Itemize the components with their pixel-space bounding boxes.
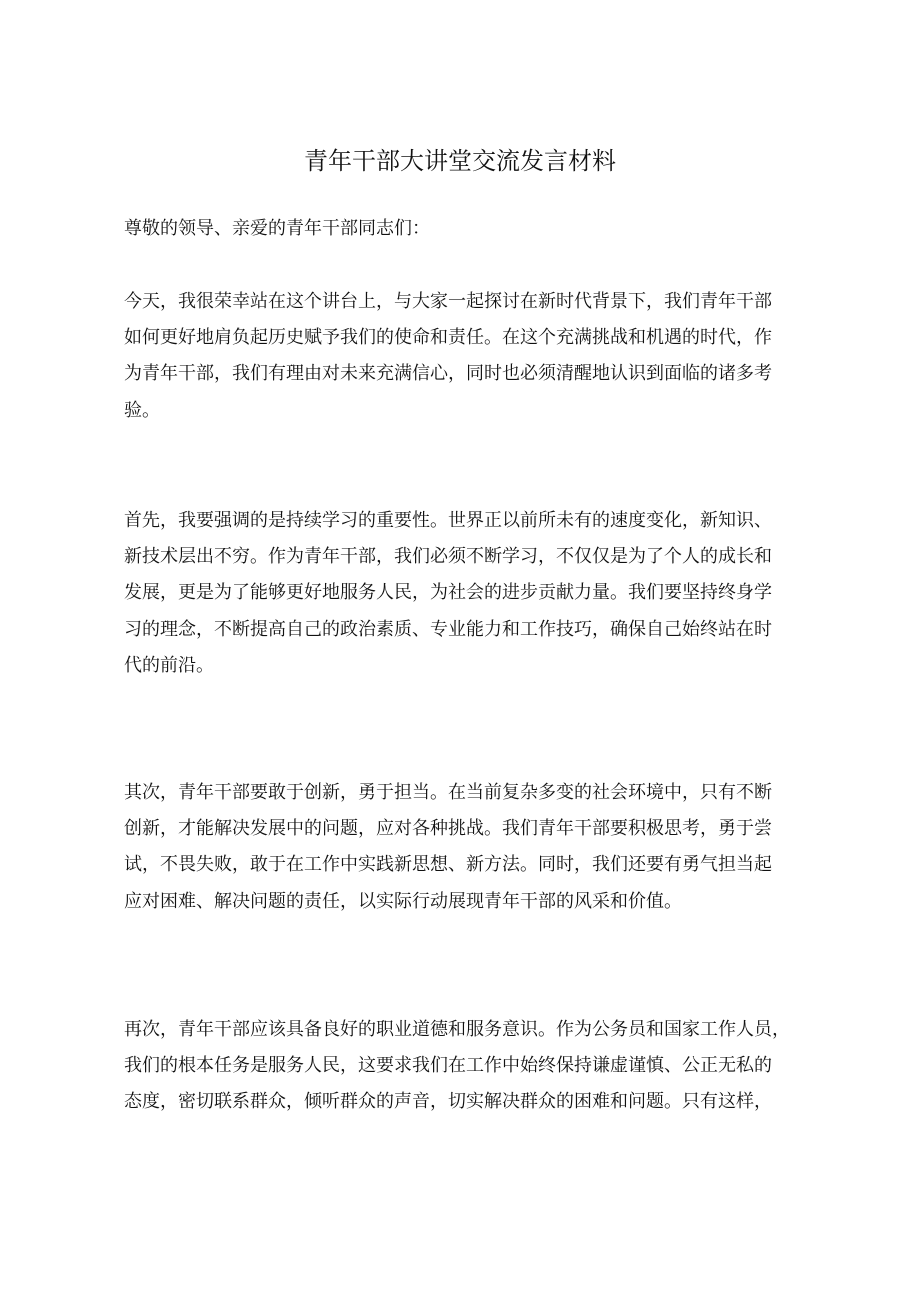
- paragraph-line: 代的前沿。: [124, 654, 214, 676]
- paragraph-ethics: [124, 1012, 800, 1121]
- paragraph-line: 新技术层出不穷。作为青年干部，我们必须不断学习，不仅仅是为了个人的成长和: [124, 546, 772, 568]
- paragraph-line: 首先，我要强调的是持续学习的重要性。世界正以前所未有的速度变化，新知识、: [124, 510, 772, 531]
- salutation: [124, 211, 800, 247]
- paragraph-line: 如何更好地肩负起历史赋予我们的使命和责任。在这个充满挑战和机遇的时代，作: [124, 327, 772, 349]
- paragraph-line: 为青年干部，我们有理由对未来充满信心，同时也必须清醒地认识到面临的诸多考: [124, 363, 772, 385]
- paragraph-line: 应对困难、解决问题的责任，以实际行动展现青年干部的风采和价值。: [124, 890, 682, 912]
- paragraph-intro: [124, 284, 800, 429]
- paragraph-line: 再次，青年干部应该具备良好的职业道德和服务意识。作为公务员和国家工作人员，: [124, 1019, 790, 1040]
- paragraph-line: 我们的根本任务是服务人民，这要求我们在工作中始终保持谦虚谨慎、公正无私的: [124, 1055, 772, 1077]
- paragraph-innovation: [124, 775, 800, 920]
- paragraph-line: 创新，才能解决发展中的问题，应对各种挑战。我们青年干部要积极思考，勇于尝: [124, 818, 772, 840]
- paragraph-line: 其次，青年干部要敢于创新，勇于担当。在当前复杂多变的社会环境中，只有不断: [124, 782, 772, 803]
- paragraph-line: 习的理念，不断提高自己的政治素质、专业能力和工作技巧，确保自己始终站在时: [124, 618, 772, 640]
- paragraph-line: 试，不畏失败，敢于在工作中实践新思想、新方法。同时，我们还要有勇气担当起: [124, 854, 772, 876]
- document-title: 青年干部大讲堂交流发言材料: [304, 147, 616, 175]
- paragraph-line: 态度，密切联系群众，倾听群众的声音，切实解决群众的困难和问题。只有这样，: [124, 1091, 772, 1113]
- paragraph-line: 今天，我很荣幸站在这个讲台上，与大家一起探讨在新时代背景下，我们青年干部: [124, 291, 772, 312]
- salutation-line: 尊敬的领导、亲爱的青年干部同志们：: [124, 218, 430, 239]
- paragraph-line: 发展，更是为了能够更好地服务人民，为社会的进步贡献力量。我们要坚持终身学: [124, 582, 772, 604]
- paragraph-continuous-learning: [124, 503, 800, 684]
- paragraph-line: 验。: [124, 399, 160, 421]
